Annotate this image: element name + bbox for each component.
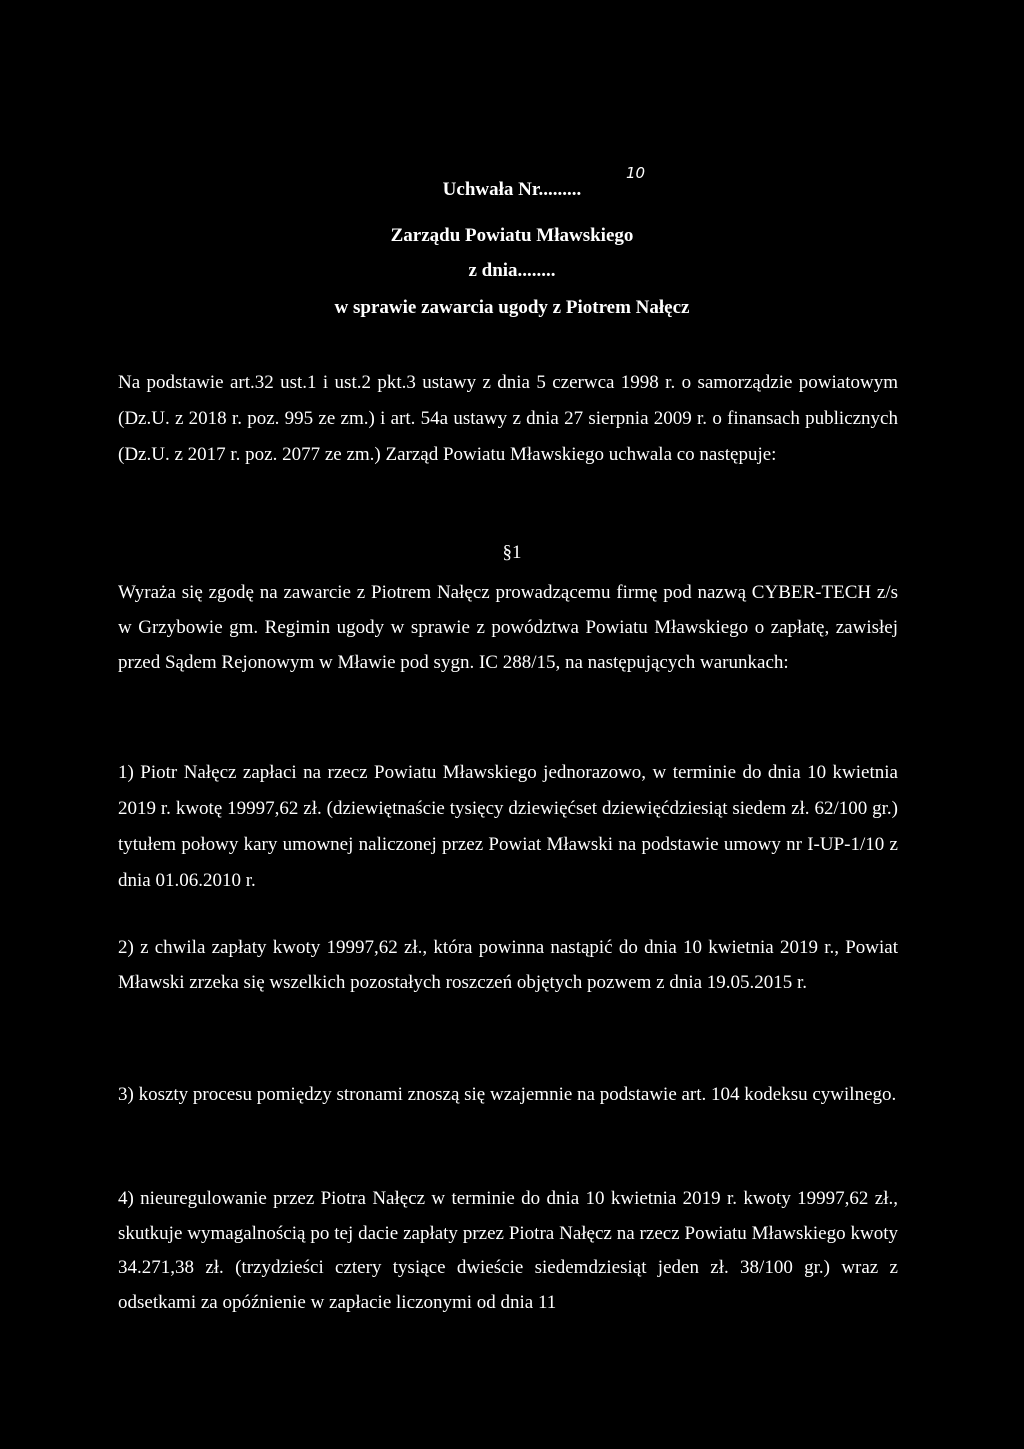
section-1-paragraph: Wyraża się zgodę na zawarcie z Piotrem Nałęcz prowadzącemu firmę pod nazwą CYBER-TECH z/s w Grzybowie gm. Regimin ugody w sprawie z powództwa Powiatu Mławskiego o zapłatę, zawisłej przed Sądem Rejonowym w Mławie pod sygn. IC 288/15, na następujących warunkach: [118,582,898,673]
condition-item-1: 1) Piotr Nałęcz zapłaci na rzecz Powiatu Mławskiego jednorazowo, w terminie do dnia 10 kwietnia 2019 r. kwotę 19997,62 zł. (dziewiętnaście tysięcy dziewięćset dziewięćdziesiąt siedem zł. 62/100 gr.) tytułem połowy kary umownej naliczonej przez Powiat Mławski na podstawie umowy nr I-UP-1/10 z dnia 01.06.2010 r. [118,762,898,891]
handwritten-number: 10 [626,164,646,182]
resolution-date: z dnia........ [468,260,556,281]
condition-item-4: 4) nieuregulowanie przez Piotra Nałęcz w terminie do dnia 10 kwietnia 2019 r. kwoty 19997,62 zł., skutkuje wymagalnością po tej dacie zapłaty przez Piotra Nałęcz na rzecz Powiatu Mławskiego kwoty 34.271,38 zł. (trzydzieści cztery tysiące dwieście siedemdziesiąt jeden zł. 38/100 gr.) wraz z odsetkami za opóźnienie w zapłacie liczonymi od dnia 11 [118,1188,898,1313]
section-marker: §1 [502,542,522,563]
condition-item-2: 2) z chwila zapłaty kwoty 19997,62 zł., która powinna nastąpić do dnia 10 kwietnia 2019 r., Powiat Mławski zrzeka się wszelkich pozostałych roszczeń objętych pozwem z dnia 19.05.2015 r. [118,937,898,993]
resolution-subject: w sprawie zawarcia ugody z Piotrem Nałęcz [334,297,690,318]
resolution-title: Uchwała Nr......... [442,179,582,200]
board-name: Zarządu Powiatu Mławskiego [390,225,634,246]
condition-item-3: 3) koszty procesu pomiędzy stronami znoszą się wzajemnie na podstawie art. 104 kodeksu cywilnego. [118,1084,897,1105]
legal-basis-paragraph: Na podstawie art.32 ust.1 i ust.2 pkt.3 ustawy z dnia 5 czerwca 1998 r. o samorządzie powiatowym (Dz.U. z 2018 r. poz. 995 ze zm.) i art. 54a ustawy z dnia 27 sierpnia 2009 r. o finansach publicznych (Dz.U. z 2017 r. poz. 2077 ze zm.) Zarząd Powiatu Mławskiego uchwala co następuje: [118,372,898,465]
